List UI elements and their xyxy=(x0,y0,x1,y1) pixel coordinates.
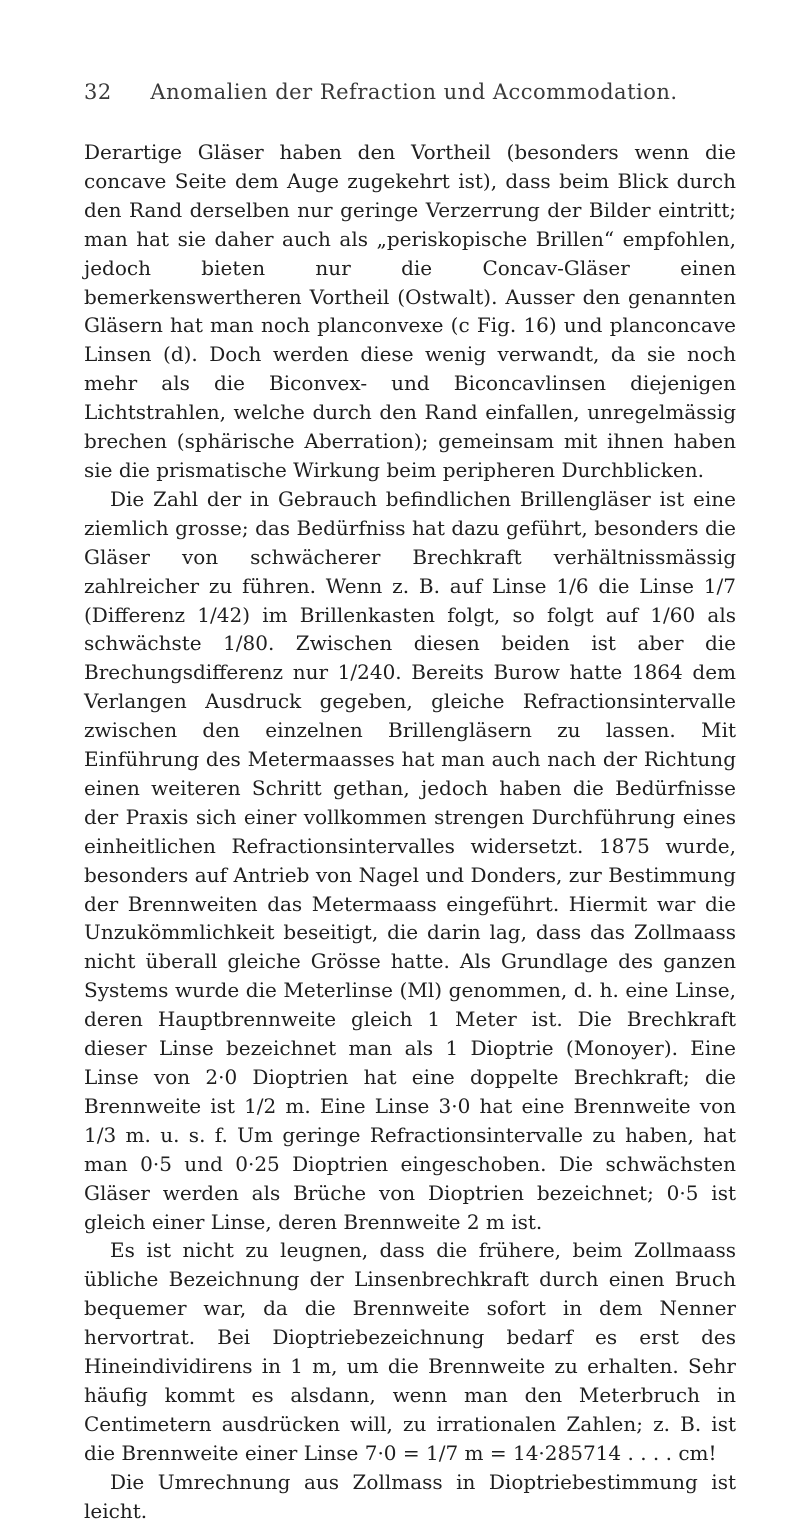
running-title: Anomalien der Refraction und Accommodation. xyxy=(150,80,678,104)
paragraph-2: Die Zahl der in Gebrauch befindlichen Brillengläser ist eine ziemlich grosse; das Bedürfniss hat dazu geführt, besonders die Gläser von schwächerer Brechkraft verhältnissmässig zahlreicher zu führen. Wenn z. B. auf Linse 1/6 die Linse 1/7 (Differenz 1/42) im Brillenkasten folgt, so folgt auf 1/60 als schwächste 1/80. Zwischen diesen beiden ist aber die Brechungsdifferenz nur 1/240. Bereits Burow hatte 1864 dem Verlangen Ausdruck gegeben, gleiche Refractionsintervalle zwischen den einzelnen Brillengläsern zu lassen. Mit Einführung des Metermaasses hat man auch nach der Richtung einen weiteren Schritt gethan, jedoch haben die Bedürfnisse der Praxis sich einer vollkommen strengen Durchführung eines einheitlichen Refractionsintervalles widersetzt. 1875 wurde, besonders auf Antrieb von Nagel und Donders, zur Bestimmung der Brennweiten das Metermaass eingeführt. Hiermit war die Unzukömmlichkeit beseitigt, die darin lag, dass das Zollmaass nicht überall gleiche Grösse hatte. Als Grundlage des ganzen Systems wurde die Meterlinse (Ml) genommen, d. h. eine Linse, deren Hauptbrennweite gleich 1 Meter ist. Die Brechkraft dieser Linse bezeichnet man als 1 Dioptrie (Monoyer). Eine Linse von 2·0 Dioptrien hat eine doppelte Brechkraft; die Brennweite ist 1/2 m. Eine Linse 3·0 hat eine Brennweite von 1/3 m. u. s. f. Um geringe Refractionsintervalle zu haben, hat man 0·5 und 0·25 Dioptrien eingeschoben. Die schwächsten Gläser werden als Brüche von Dioptrien bezeichnet; 0·5 ist gleich einer Linse, deren Brennweite 2 m ist. xyxy=(84,486,736,1234)
body-text xyxy=(84,138,736,1526)
paragraph-3: Es ist nicht zu leugnen, dass die frühere, beim Zollmaass übliche Bezeichnung der Linsenbrechkraft durch einen Bruch bequemer war, da die Brennweite sofort in dem Nenner hervortrat. Bei Dioptriebezeichnung bedarf es erst des Hineindividirens in 1 m, um die Brennweite zu erhalten. Sehr häufig kommt es alsdann, wenn man den Meterbruch in Centimetern ausdrücken will, zu irrationalen Zahlen; z. B. ist die Brennweite einer Linse 7·0 = 1/7 m = 14·285714 . . . . cm! xyxy=(84,1238,736,1465)
paragraph-4: Die Umrechnung aus Zollmass in Dioptriebestimmung ist leicht. xyxy=(84,1469,736,1523)
page-header xyxy=(84,80,744,108)
paragraph-1: Derartige Gläser haben den Vortheil (besonders wenn die concave Seite dem Auge zugekehrt ist), dass beim Blick durch den Rand derselben nur geringe Verzerrung der Bilder eintritt; man hat sie daher auch als „periskopische Brillen“ empfohlen, jedoch bieten nur die Concav-Gläser einen bemerkenswertheren Vortheil (Ostwalt). Ausser den genannten Gläsern hat man noch planconvexe (c Fig. 16) und planconcave Linsen (d). Doch werden diese wenig verwandt, da sie noch mehr als die Biconvex- und Biconcavlinsen diejenigen Lichtstrahlen, welche durch den Rand einfallen, unregelmässig brechen (sphärische Aberration); gemeinsam mit ihnen haben sie die prismatische Wirkung beim peripheren Durchblicken. xyxy=(84,140,736,482)
page-number: 32 xyxy=(84,80,112,104)
